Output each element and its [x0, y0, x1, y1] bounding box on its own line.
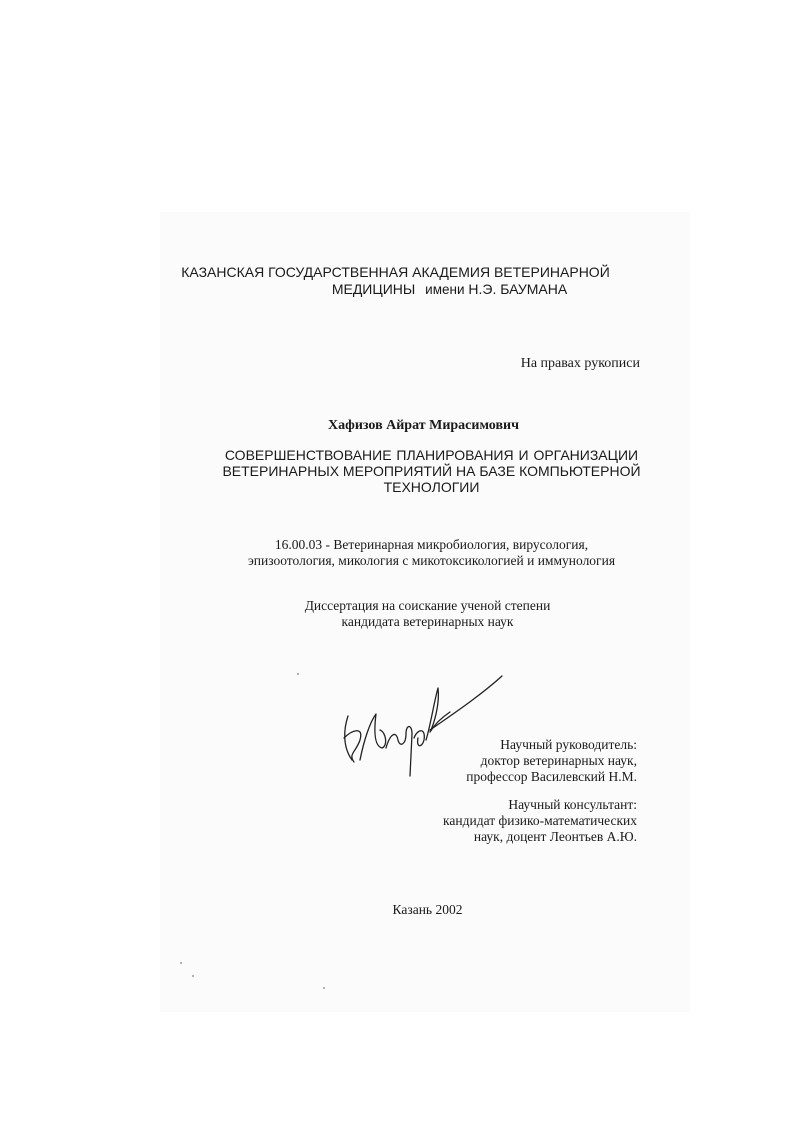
- degree-line-2: кандидата ветеринарных наук: [341, 614, 514, 629]
- consultant-degree: кандидат физико-математических: [443, 813, 637, 828]
- consultant-name: наук, доцент Леонтьев А.Ю.: [473, 829, 637, 844]
- degree-line-1: Диссертация на соискание ученой степени: [304, 598, 551, 613]
- author-name: Хафизов Айрат Мирасимович: [328, 418, 519, 433]
- place-year: Казань 2002: [392, 902, 463, 917]
- institution-line-1: КАЗАНСКАЯ ГОСУДАРСТВЕННАЯ АКАДЕМИЯ ВЕТЕРИНАРНОЙ: [181, 264, 610, 280]
- scan-speck: [297, 673, 299, 675]
- scan-speck: [323, 987, 325, 989]
- supervisor-name: профессор Василевский Н.М.: [466, 769, 637, 784]
- supervisor-degree: доктор ветеринарных наук,: [480, 753, 637, 768]
- supervisor-label: Научный руководитель:: [500, 737, 637, 752]
- consultant-label: Научный консультант:: [508, 797, 637, 812]
- manuscript-rights: На правах рукописи: [520, 356, 640, 371]
- title-line-1: СОВЕРШЕНСТВОВАНИЕ ПЛАНИРОВАНИЯ И ОРГАНИЗАЦИИ: [224, 447, 639, 463]
- specialty-line-2: эпизоотология, микология с микотоксикологией и иммунология: [247, 553, 616, 568]
- specialty-line-1: 16.00.03 - Ветеринарная микробиология, вирусология,: [274, 537, 589, 552]
- title-line-2: ВЕТЕРИНАРНЫХ МЕРОПРИЯТИЙ НА БАЗЕ КОМПЬЮТЕРНОЙ: [222, 463, 641, 479]
- scan-speck: [192, 975, 194, 977]
- scan-speck: [180, 962, 182, 964]
- title-line-3: ТЕХНОЛОГИИ: [383, 479, 480, 495]
- institution-line-2: МЕДИЦИНЫ имени Н.Э. БАУМАНА: [331, 281, 568, 297]
